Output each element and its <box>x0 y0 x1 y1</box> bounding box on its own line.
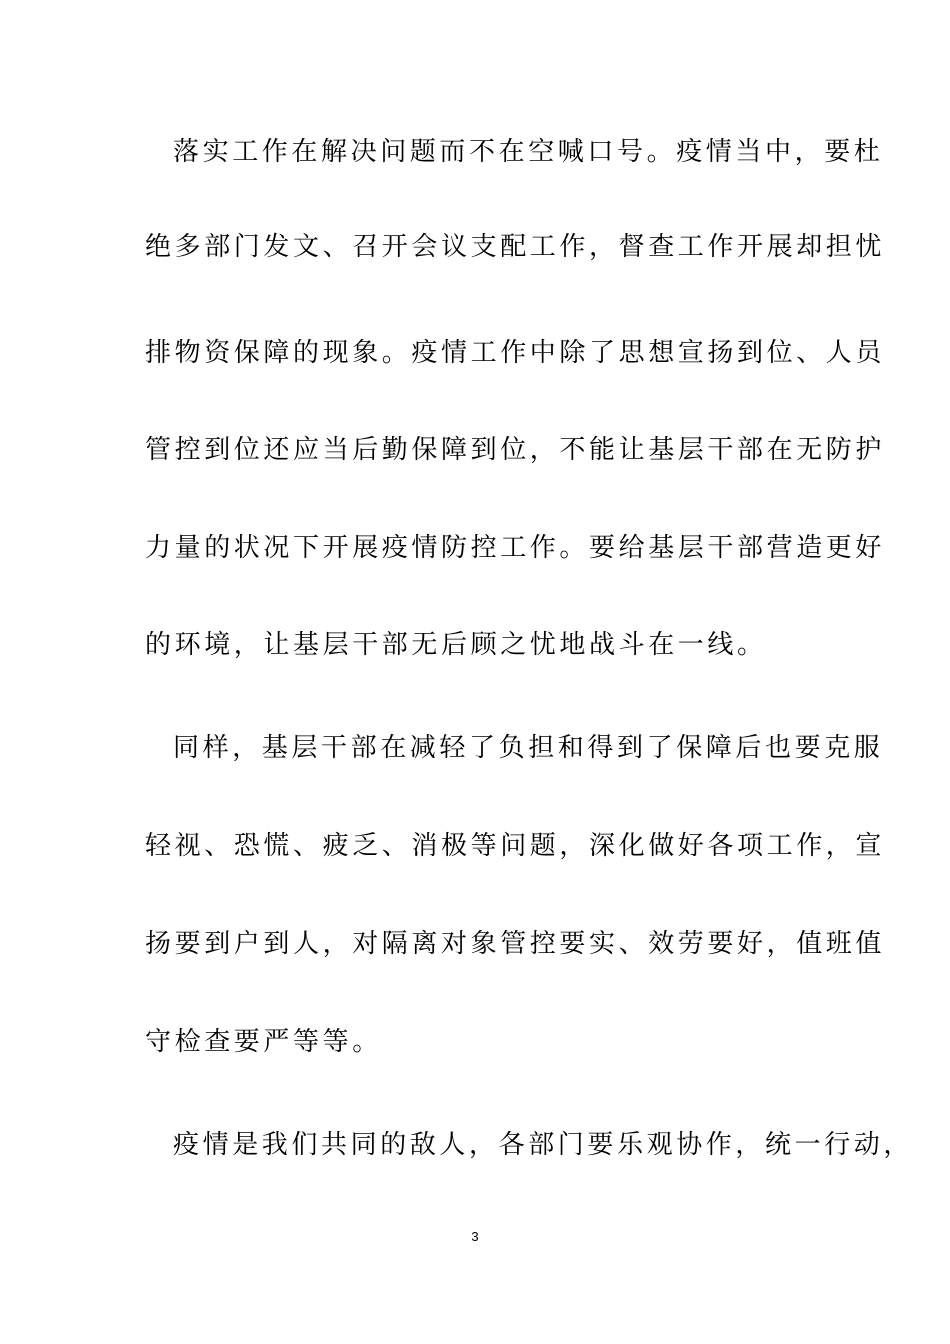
page-number: 3 <box>471 1229 479 1244</box>
paragraph-1-line-4: 管控到位还应当后勤保障到位，不能让基层干部在无防护 <box>145 435 886 465</box>
paragraph-1-line-2: 绝多部门发文、召开会议支配工作，督查工作开展却担忧 <box>145 232 886 262</box>
paragraph-2-line-3: 扬要到户到人，对隔离对象管控要实、效劳要好，值班值 <box>145 929 886 959</box>
paragraph-2-line-1: 同样，基层干部在减轻了负担和得到了保障后也要克服 <box>173 733 884 763</box>
paragraph-2-line-2: 轻视、恐慌、疲乏、消极等问题，深化做好各项工作，宣 <box>145 831 886 861</box>
paragraph-2-line-4: 守检查要严等等。 <box>145 1027 382 1057</box>
paragraph-3-line-1: 疫情是我们共同的敌人，各部门要乐观协作，统一行动， <box>173 1130 914 1160</box>
paragraph-1-line-6: 的环境，让基层干部无后顾之忧地战斗在一线。 <box>145 630 767 660</box>
paragraph-1-line-1: 落实工作在解决问题而不在空喊口号。疫情当中，要杜 <box>173 137 884 167</box>
paragraph-1-line-5: 力量的状况下开展疫情防控工作。要给基层干部营造更好 <box>145 533 886 563</box>
paragraph-1-line-3: 排物资保障的现象。疫情工作中除了思想宣扬到位、人员 <box>145 338 886 368</box>
